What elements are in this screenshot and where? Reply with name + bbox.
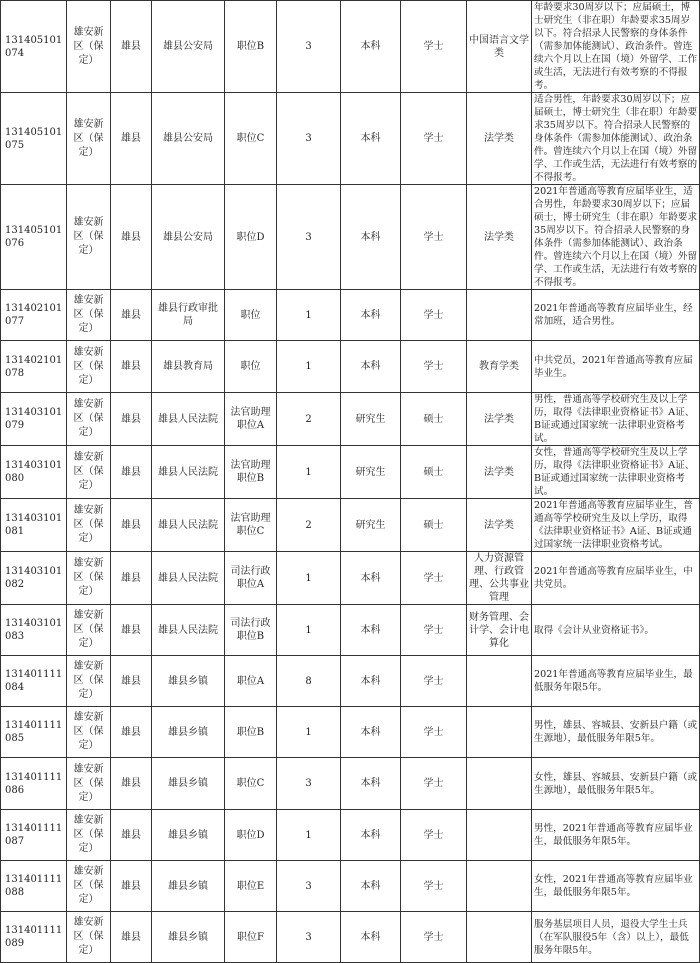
requirements-cell: 年龄要求30周岁以下；应届硕士，博士研究生（非在职）年龄要求35周岁以下。符合招录人民警察的身体条件（需参加体能测试）、政治条件。曾连续六个月以上在国（境）外留学、工作或生活，无法进行有效考察的不得报考。	[532, 1, 700, 93]
hiring-count-cell: 1	[277, 552, 341, 605]
region-cell: 雄安新区（保定）	[67, 912, 111, 963]
major-cell	[467, 810, 532, 861]
region-cell: 雄安新区（保定）	[67, 656, 111, 707]
degree-cell: 硕士	[401, 446, 467, 499]
position-cell: 职位D	[225, 185, 277, 290]
position-code-cell: 131405101075	[1, 93, 67, 185]
region-cell: 雄安新区（保定）	[67, 707, 111, 758]
degree-cell: 学士	[401, 290, 467, 341]
education-cell: 本科	[341, 912, 401, 963]
requirements-cell: 2021年普通高等教育应届毕业生，中共党员。	[532, 552, 700, 605]
education-cell: 本科	[341, 758, 401, 810]
major-cell	[467, 912, 532, 963]
requirements-cell: 2021年普通高等教育应届毕业生，最低服务年限5年。	[532, 656, 700, 707]
requirements-cell: 女性，普通高等学校研究生及以上学历，取得《法律职业资格证书》A证、B证或通过国家统一法律职业资格考试。	[532, 446, 700, 499]
degree-cell: 学士	[401, 656, 467, 707]
unit-cell: 雄县人民法院	[152, 499, 225, 552]
position-cell: 法官助理职位A	[225, 393, 277, 446]
education-cell: 本科	[341, 552, 401, 605]
county-cell: 雄县	[111, 499, 152, 552]
major-cell: 法学类	[467, 393, 532, 446]
county-cell: 雄县	[111, 446, 152, 499]
education-cell: 本科	[341, 1, 401, 93]
degree-cell: 学士	[401, 185, 467, 290]
county-cell: 雄县	[111, 758, 152, 810]
major-cell	[467, 758, 532, 810]
table-row	[1, 446, 700, 499]
position-cell: 司法行政职位A	[225, 552, 277, 605]
table-row	[1, 341, 700, 393]
position-code-cell: 131403101079	[1, 393, 67, 446]
unit-cell: 雄县乡镇	[152, 912, 225, 963]
requirements-cell: 服务基层项目人员，退役大学生士兵（在军队服役5年（含）以上），最低服务年限5年。	[532, 912, 700, 963]
requirements-cell: 2021年普通高等教育应届毕业生，普通高等学校研究生及以上学历，取得《法律职业资格证书》A证、B证或通过国家统一法律职业资格考试。	[532, 499, 700, 552]
unit-cell: 雄县乡镇	[152, 810, 225, 861]
county-cell: 雄县	[111, 656, 152, 707]
position-code-cell: 131401111086	[1, 758, 67, 810]
table-row	[1, 499, 700, 552]
position-cell: 职位	[225, 290, 277, 341]
degree-cell: 学士	[401, 605, 467, 656]
position-cell: 法官助理职位B	[225, 446, 277, 499]
county-cell: 雄县	[111, 912, 152, 963]
table-row	[1, 552, 700, 605]
degree-cell: 硕士	[401, 393, 467, 446]
table-row	[1, 93, 700, 185]
hiring-count-cell: 3	[277, 758, 341, 810]
unit-cell: 雄县行政审批局	[152, 290, 225, 341]
county-cell: 雄县	[111, 290, 152, 341]
position-code-cell: 131403101082	[1, 552, 67, 605]
region-cell: 雄安新区（保定）	[67, 446, 111, 499]
hiring-count-cell: 2	[277, 393, 341, 446]
table-body	[1, 1, 700, 963]
position-code-cell: 131401111085	[1, 707, 67, 758]
major-cell: 教育学类	[467, 341, 532, 393]
major-cell: 法学类	[467, 446, 532, 499]
education-cell: 本科	[341, 605, 401, 656]
education-cell: 本科	[341, 810, 401, 861]
degree-cell: 硕士	[401, 499, 467, 552]
unit-cell: 雄县乡镇	[152, 758, 225, 810]
unit-cell: 雄县教育局	[152, 341, 225, 393]
region-cell: 雄安新区（保定）	[67, 758, 111, 810]
major-cell: 财务管理、会计学、会计电算化	[467, 605, 532, 656]
region-cell: 雄安新区（保定）	[67, 341, 111, 393]
county-cell: 雄县	[111, 93, 152, 185]
table-row	[1, 758, 700, 810]
hiring-count-cell: 2	[277, 499, 341, 552]
education-cell: 本科	[341, 185, 401, 290]
position-code-cell: 131401111087	[1, 810, 67, 861]
position-code-cell: 131403101081	[1, 499, 67, 552]
region-cell: 雄安新区（保定）	[67, 552, 111, 605]
requirements-cell: 2021年普通高等教育应届毕业生，经常加班，适合男性。	[532, 290, 700, 341]
hiring-count-cell: 3	[277, 1, 341, 93]
unit-cell: 雄县乡镇	[152, 707, 225, 758]
hiring-count-cell: 3	[277, 912, 341, 963]
requirements-cell: 女性，雄县、容城县、安新县户籍（或生源地），最低服务年限5年。	[532, 758, 700, 810]
major-cell: 法学类	[467, 499, 532, 552]
education-cell: 研究生	[341, 446, 401, 499]
position-cell: 职位	[225, 341, 277, 393]
unit-cell: 雄县公安局	[152, 1, 225, 93]
major-cell	[467, 707, 532, 758]
position-cell: 司法行政职位B	[225, 605, 277, 656]
county-cell: 雄县	[111, 552, 152, 605]
county-cell: 雄县	[111, 185, 152, 290]
degree-cell: 学士	[401, 861, 467, 912]
county-cell: 雄县	[111, 341, 152, 393]
unit-cell: 雄县公安局	[152, 93, 225, 185]
education-cell: 本科	[341, 290, 401, 341]
county-cell: 雄县	[111, 605, 152, 656]
hiring-count-cell: 3	[277, 93, 341, 185]
position-cell: 职位B	[225, 1, 277, 93]
major-cell: 中国语言文学类	[467, 1, 532, 93]
unit-cell: 雄县乡镇	[152, 656, 225, 707]
table-row	[1, 605, 700, 656]
hiring-count-cell: 3	[277, 861, 341, 912]
education-cell: 本科	[341, 707, 401, 758]
education-cell: 本科	[341, 341, 401, 393]
major-cell	[467, 861, 532, 912]
table-row	[1, 290, 700, 341]
degree-cell: 学士	[401, 552, 467, 605]
hiring-count-cell: 1	[277, 707, 341, 758]
table-row	[1, 185, 700, 290]
requirements-cell: 2021年普通高等教育应届毕业生，适合男性，年龄要求30周岁以下；应届硕士，博士研究生（非在职）年龄要求35周岁以下。符合招录人民警察的身体条件（需参加体能测试）、政治条件。曾连续六个月以上在国（境）外留学、工作或生活，无法进行有效考察的不得报考。	[532, 185, 700, 290]
hiring-count-cell: 1	[277, 605, 341, 656]
table-row	[1, 1, 700, 93]
position-code-cell: 131401111084	[1, 656, 67, 707]
major-cell	[467, 290, 532, 341]
degree-cell: 学士	[401, 912, 467, 963]
region-cell: 雄安新区（保定）	[67, 810, 111, 861]
position-cell: 职位C	[225, 758, 277, 810]
requirements-cell: 女性，2021年普通高等教育应届毕业生，最低服务年限5年。	[532, 861, 700, 912]
table-row	[1, 393, 700, 446]
degree-cell: 学士	[401, 810, 467, 861]
unit-cell: 雄县人民法院	[152, 446, 225, 499]
position-cell: 职位A	[225, 656, 277, 707]
education-cell: 研究生	[341, 393, 401, 446]
degree-cell: 学士	[401, 93, 467, 185]
position-code-cell: 131402101078	[1, 341, 67, 393]
position-cell: 职位E	[225, 861, 277, 912]
position-code-cell: 131402101077	[1, 290, 67, 341]
unit-cell: 雄县人民法院	[152, 605, 225, 656]
requirements-cell: 中共党员，2021年普通高等教育应届毕业生。	[532, 341, 700, 393]
region-cell: 雄安新区（保定）	[67, 290, 111, 341]
major-cell	[467, 656, 532, 707]
education-cell: 本科	[341, 656, 401, 707]
region-cell: 雄安新区（保定）	[67, 93, 111, 185]
education-cell: 本科	[341, 93, 401, 185]
county-cell: 雄县	[111, 810, 152, 861]
unit-cell: 雄县公安局	[152, 185, 225, 290]
position-cell: 职位B	[225, 707, 277, 758]
region-cell: 雄安新区（保定）	[67, 499, 111, 552]
education-cell: 研究生	[341, 499, 401, 552]
position-code-cell: 131405101074	[1, 1, 67, 93]
region-cell: 雄安新区（保定）	[67, 393, 111, 446]
requirements-cell: 适合男性，年龄要求30周岁以下；应届硕士，博士研究生（非在职）年龄要求35周岁以下。符合招录人民警察的身体条件（需参加体能测试）、政治条件。曾连续六个月以上在国（境）外留学、工作或生活，无法进行有效考察的不得报考。	[532, 93, 700, 185]
position-code-cell: 131403101083	[1, 605, 67, 656]
county-cell: 雄县	[111, 393, 152, 446]
table-row	[1, 912, 700, 963]
county-cell: 雄县	[111, 1, 152, 93]
region-cell: 雄安新区（保定）	[67, 185, 111, 290]
hiring-count-cell: 3	[277, 185, 341, 290]
region-cell: 雄安新区（保定）	[67, 1, 111, 93]
table-row	[1, 707, 700, 758]
position-code-cell: 131401111088	[1, 861, 67, 912]
degree-cell: 学士	[401, 1, 467, 93]
major-cell: 人力资源管理、行政管理、公共事业管理	[467, 552, 532, 605]
requirements-cell: 男性，2021年普通高等教育应届毕业生，最低服务年限5年。	[532, 810, 700, 861]
position-cell: 法官助理职位C	[225, 499, 277, 552]
degree-cell: 学士	[401, 707, 467, 758]
hiring-count-cell: 1	[277, 446, 341, 499]
requirements-cell: 男性，雄县、容城县、安新县户籍（或生源地），最低服务年限5年。	[532, 707, 700, 758]
major-cell: 法学类	[467, 93, 532, 185]
position-code-cell: 131403101080	[1, 446, 67, 499]
education-cell: 本科	[341, 861, 401, 912]
degree-cell: 学士	[401, 341, 467, 393]
county-cell: 雄县	[111, 861, 152, 912]
table-row	[1, 810, 700, 861]
table-row	[1, 861, 700, 912]
position-cell: 职位C	[225, 93, 277, 185]
region-cell: 雄安新区（保定）	[67, 605, 111, 656]
hiring-count-cell: 1	[277, 810, 341, 861]
county-cell: 雄县	[111, 707, 152, 758]
position-code-cell: 131405101076	[1, 185, 67, 290]
position-cell: 职位F	[225, 912, 277, 963]
unit-cell: 雄县人民法院	[152, 552, 225, 605]
region-cell: 雄安新区（保定）	[67, 861, 111, 912]
unit-cell: 雄县人民法院	[152, 393, 225, 446]
table-row	[1, 656, 700, 707]
requirements-cell: 取得《会计从业资格证书》。	[532, 605, 700, 656]
position-code-cell: 131401111089	[1, 912, 67, 963]
major-cell: 法学类	[467, 185, 532, 290]
hiring-count-cell: 1	[277, 290, 341, 341]
degree-cell: 学士	[401, 758, 467, 810]
hiring-count-cell: 1	[277, 341, 341, 393]
hiring-count-cell: 8	[277, 656, 341, 707]
requirements-cell: 男性，普通高等学校研究生及以上学历，取得《法律职业资格证书》A证、B证或通过国家统一法律职业资格考试。	[532, 393, 700, 446]
position-cell: 职位D	[225, 810, 277, 861]
unit-cell: 雄县乡镇	[152, 861, 225, 912]
